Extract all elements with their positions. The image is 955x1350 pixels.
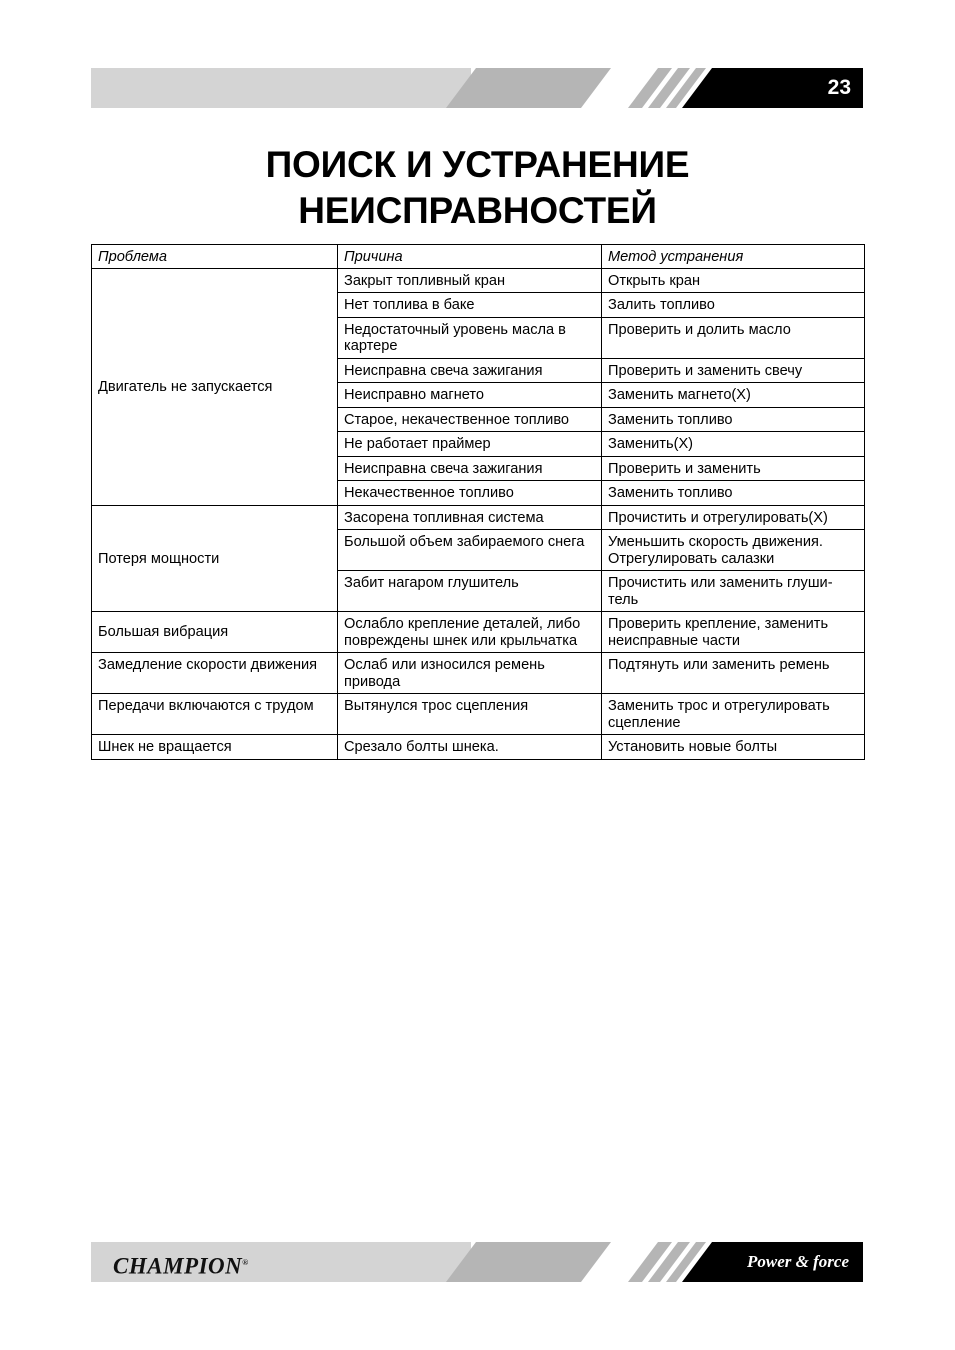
remedy-cell: Уменьшить скорость движения. Отрегулировать салазки bbox=[602, 530, 865, 571]
cause-cell: Старое, некачественное топливо bbox=[338, 407, 602, 432]
problem-cell: Потеря мощности bbox=[92, 505, 338, 612]
header-problem: Проблема bbox=[92, 245, 338, 269]
cause-cell: Не работает праймер bbox=[338, 432, 602, 457]
table-row bbox=[92, 268, 865, 293]
cause-cell: Большой объем забираемого снега bbox=[338, 530, 602, 571]
remedy-cell: Заменить(Х) bbox=[602, 432, 865, 457]
problem-cell: Двигатель не запускается bbox=[92, 268, 338, 505]
remedy-cell: Проверить и заменить bbox=[602, 456, 865, 481]
cause-cell: Неисправна свеча зажигания bbox=[338, 358, 602, 383]
cause-cell: Засорена топливная система bbox=[338, 505, 602, 530]
remedy-cell: Залить топливо bbox=[602, 293, 865, 318]
remedy-cell: Заменить топливо bbox=[602, 407, 865, 432]
cause-cell: Срезало болты шнека. bbox=[338, 735, 602, 760]
remedy-cell: Открыть кран bbox=[602, 268, 865, 293]
page-title-line-2: НЕИСПРАВНОСТЕЙ bbox=[298, 190, 657, 231]
cause-cell: Неисправна свеча зажигания bbox=[338, 456, 602, 481]
page-title bbox=[0, 142, 955, 234]
cause-cell: Нет топлива в баке bbox=[338, 293, 602, 318]
remedy-cell: Проверить и заменить свечу bbox=[602, 358, 865, 383]
remedy-cell: Установить новые болты bbox=[602, 735, 865, 760]
remedy-cell: Заменить топливо bbox=[602, 481, 865, 506]
header-cause: Причина bbox=[338, 245, 602, 269]
cause-cell: Недостаточный уровень масла в картере bbox=[338, 317, 602, 358]
cause-cell: Некачественное топливо bbox=[338, 481, 602, 506]
remedy-cell: Заменить магнето(Х) bbox=[602, 383, 865, 408]
page-number: 23 bbox=[827, 76, 851, 99]
table-header-row bbox=[92, 245, 865, 269]
header-band bbox=[91, 68, 863, 108]
cause-cell: Закрыт топливный кран bbox=[338, 268, 602, 293]
header-band-graphic bbox=[91, 68, 863, 108]
cause-cell: Забит нагаром глушитель bbox=[338, 571, 602, 612]
cause-cell: Ослабло крепление деталей, либо повреждены шнек или крыльчатка bbox=[338, 612, 602, 653]
remedy-cell: Прочистить или заменить глуши-тель bbox=[602, 571, 865, 612]
table-row bbox=[92, 735, 865, 760]
problem-cell: Замедление скорости движения bbox=[92, 653, 338, 694]
footer-band bbox=[91, 1242, 863, 1282]
problem-cell: Шнек не вращается bbox=[92, 735, 338, 760]
registered-mark: ® bbox=[242, 1258, 249, 1267]
table-row bbox=[92, 505, 865, 530]
page-title-line-1: ПОИСК И УСТРАНЕНИЕ bbox=[265, 144, 690, 185]
logo-text: CHAMPION bbox=[113, 1253, 243, 1279]
table-row bbox=[92, 653, 865, 694]
remedy-cell: Заменить трос и отрегулировать сцепление bbox=[602, 694, 865, 735]
problem-cell: Большая вибрация bbox=[92, 612, 338, 653]
problem-cell: Передачи включаются с трудом bbox=[92, 694, 338, 735]
remedy-cell: Подтянуть или заменить ремень bbox=[602, 653, 865, 694]
slogan: Power & force bbox=[747, 1252, 849, 1271]
table-row bbox=[92, 612, 865, 653]
cause-cell: Неисправно магнето bbox=[338, 383, 602, 408]
troubleshooting-table bbox=[91, 244, 865, 760]
remedy-cell: Прочистить и отрегулировать(Х) bbox=[602, 505, 865, 530]
cause-cell: Вытянулся трос сцепления bbox=[338, 694, 602, 735]
table-row bbox=[92, 694, 865, 735]
header-remedy: Метод устранения bbox=[602, 245, 865, 269]
champion-logo bbox=[113, 1242, 249, 1282]
remedy-cell: Проверить и долить масло bbox=[602, 317, 865, 358]
cause-cell: Ослаб или износился ремень привода bbox=[338, 653, 602, 694]
remedy-cell: Проверить крепление, заменить неисправные части bbox=[602, 612, 865, 653]
